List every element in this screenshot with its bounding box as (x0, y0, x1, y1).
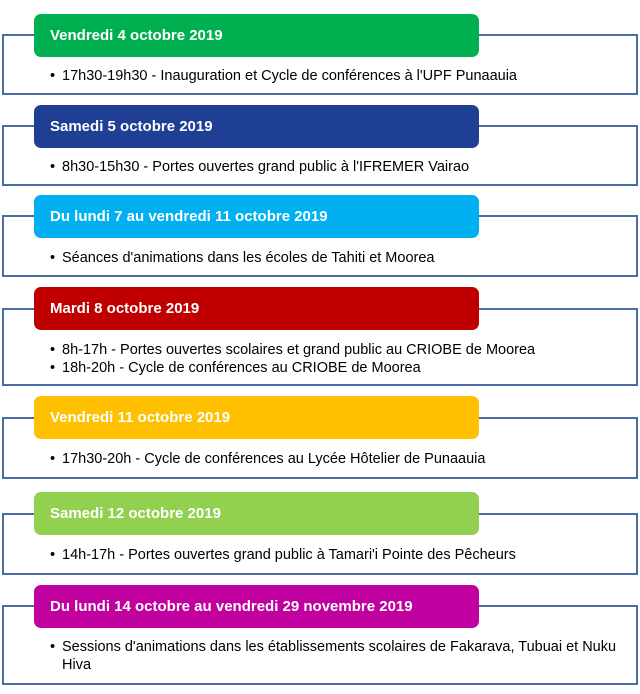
list-item: • Séances d'animations dans les écoles de Tahiti et Moorea (50, 249, 632, 267)
event-items (50, 158, 632, 176)
event-items (50, 341, 632, 377)
event-items (50, 450, 632, 468)
event-header: Vendredi 4 octobre 2019 (34, 14, 479, 57)
event-items (50, 67, 632, 85)
list-item: • 14h-17h - Portes ouvertes grand public à Tamari'i Pointe des Pêcheurs (50, 546, 632, 564)
event-items (50, 638, 632, 674)
event-header: Samedi 5 octobre 2019 (34, 105, 479, 148)
list-item: • 8h30-15h30 - Portes ouvertes grand public à l'IFREMER Vairao (50, 158, 632, 176)
event-items (50, 546, 632, 564)
event-header: Samedi 12 octobre 2019 (34, 492, 479, 535)
list-item: • 18h-20h - Cycle de conférences au CRIOBE de Moorea (50, 359, 632, 377)
event-items (50, 249, 632, 267)
event-header: Du lundi 14 octobre au vendredi 29 novembre 2019 (34, 585, 479, 628)
event-header: Vendredi 11 octobre 2019 (34, 396, 479, 439)
list-item: • 17h30-20h - Cycle de conférences au Lycée Hôtelier de Punaauia (50, 450, 632, 468)
event-header: Mardi 8 octobre 2019 (34, 287, 479, 330)
event-header: Du lundi 7 au vendredi 11 octobre 2019 (34, 195, 479, 238)
list-item: • 8h-17h - Portes ouvertes scolaires et grand public au CRIOBE de Moorea (50, 341, 632, 359)
list-item: • Sessions d'animations dans les établissements scolaires de Fakarava, Tubuai et Nuku Hiva (50, 638, 632, 674)
list-item: • 17h30-19h30 - Inauguration et Cycle de conférences à l'UPF Punaauia (50, 67, 632, 85)
